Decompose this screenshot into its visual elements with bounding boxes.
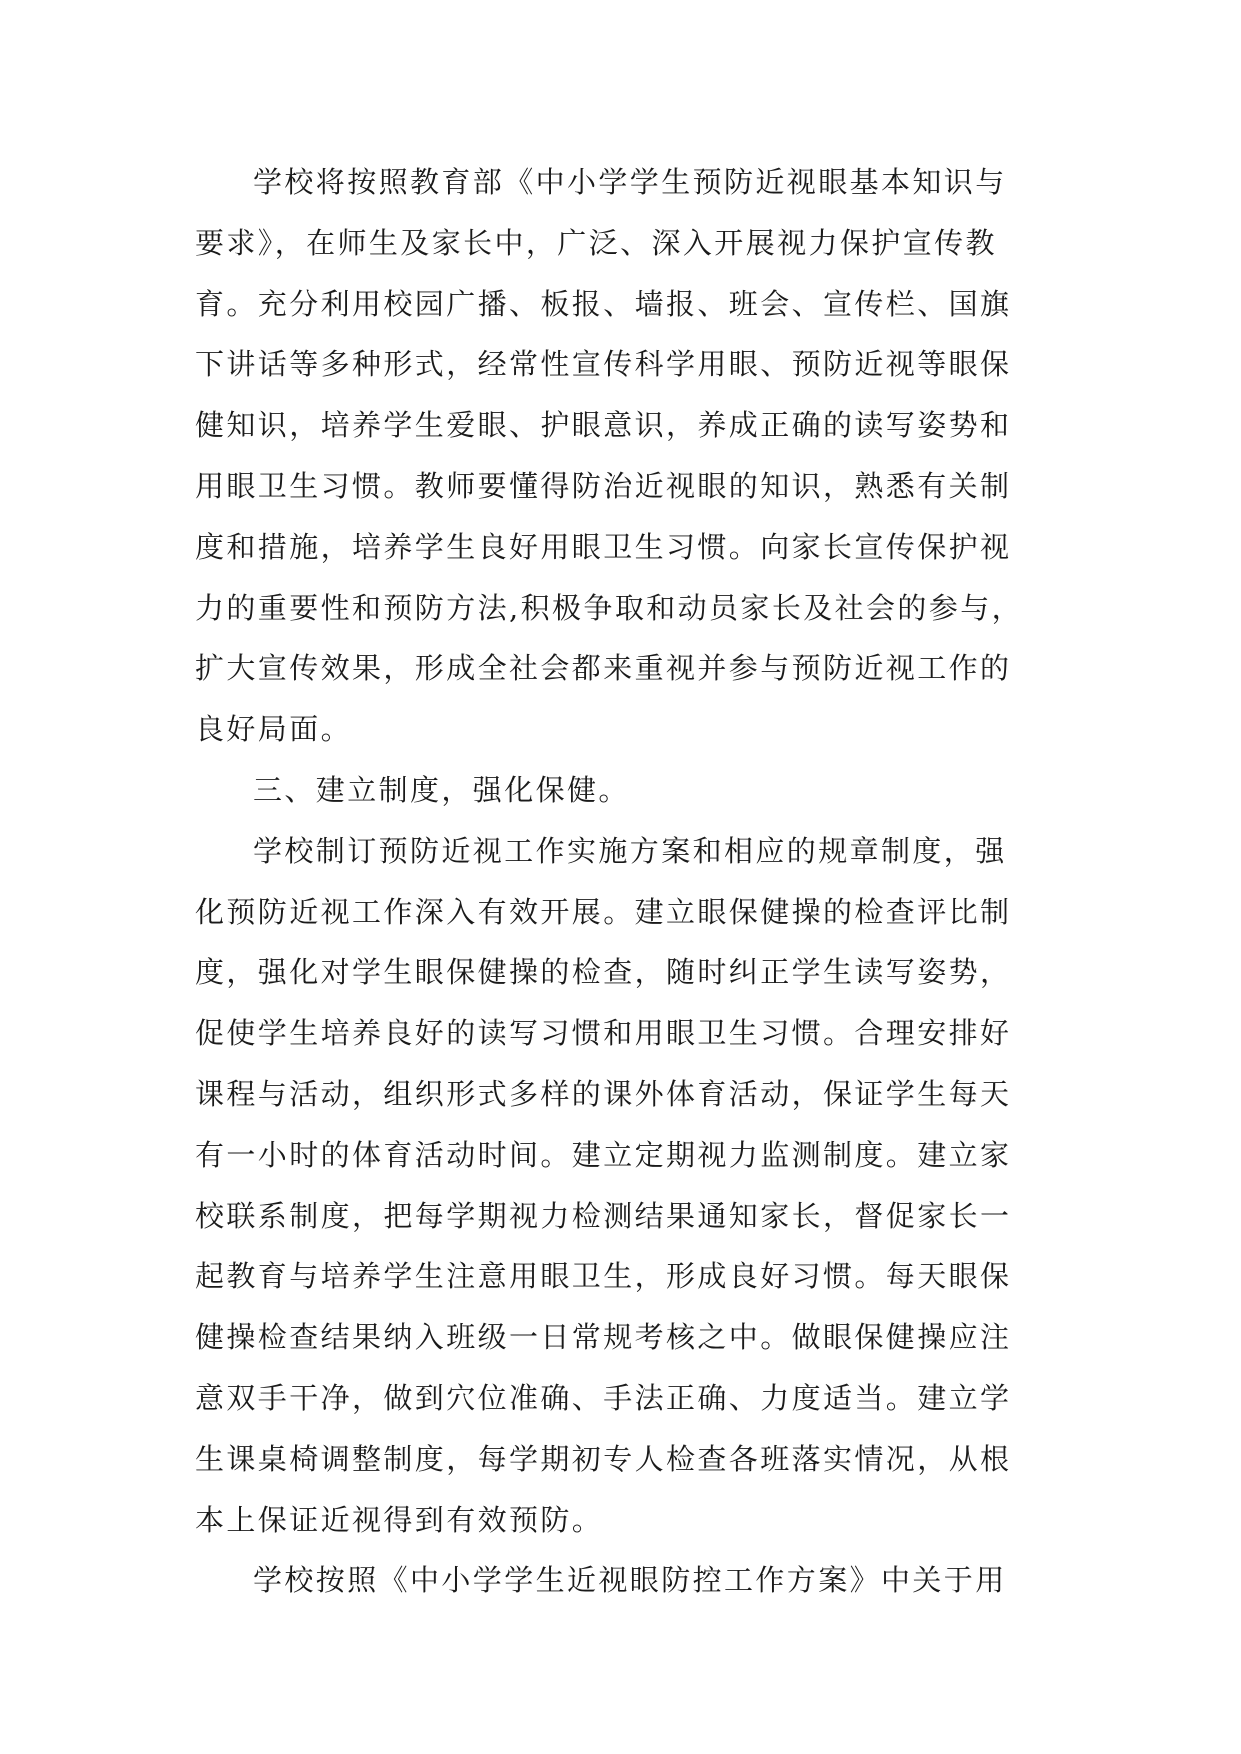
text-line: 起教育与培养学生注意用眼卫生，形成良好习惯。每天眼保 [195, 1259, 1012, 1294]
paragraph-control-plan [195, 1550, 1045, 1611]
text-line: 力的重要性和预防方法,积极争取和动员家长及社会的参与， [195, 590, 1024, 625]
text-line: 促使学生培养良好的读写习惯和用眼卫生习惯。合理安排好 [195, 1016, 1012, 1051]
text-line: 扩大宣传效果，形成全社会都来重视并参与预防近视工作的 [195, 651, 1012, 686]
text-line: 校联系制度，把每学期视力检测结果通知家长，督促家长一 [195, 1198, 1012, 1233]
text-line: 育。充分利用校园广播、板报、墙报、班会、宣传栏、国旗 [195, 286, 1012, 321]
text-line: 化预防近视工作深入有效开展。建立眼保健操的检查评比制 [195, 894, 1012, 929]
paragraph-system-health [195, 821, 1045, 1551]
heading-line: 三、建立制度，强化保健。 [253, 772, 630, 807]
text-line: 健操检查结果纳入班级一日常规考核之中。做眼保健操应注 [195, 1320, 1012, 1355]
text-line: 本上保证近视得到有效预防。 [195, 1502, 604, 1537]
text-line: 要求》，在师生及家长中，广泛、深入开展视力保护宣传教 [195, 225, 997, 260]
text-line: 学校制订预防近视工作实施方案和相应的规章制度，强 [253, 833, 1007, 868]
text-line: 度，强化对学生眼保健操的检查，随时纠正学生读写姿势， [195, 955, 1012, 990]
text-line: 下讲话等多种形式，经常性宣传科学用眼、预防近视等眼保 [195, 347, 1012, 382]
text-line: 学校将按照教育部《中小学学生预防近视眼基本知识与 [253, 165, 1007, 199]
section-heading [195, 760, 1045, 821]
text-line: 良好局面。 [195, 712, 353, 747]
text-line: 生课桌椅调整制度，每学期初专人检查各班落实情况，从根 [195, 1441, 1012, 1476]
text-line: 健知识，培养学生爱眼、护眼意识，养成正确的读写姿势和 [195, 408, 1012, 443]
text-line: 意双手干净，做到穴位准确、手法正确、力度适当。建立学 [195, 1380, 1012, 1415]
text-line: 用眼卫生习惯。教师要懂得防治近视眼的知识，熟悉有关制 [195, 468, 1012, 503]
text-line: 课程与活动，组织形式多样的课外体育活动，保证学生每天 [195, 1076, 1012, 1111]
document-body [195, 152, 1045, 1611]
text-line: 学校按照《中小学学生近视眼防控工作方案》中关于用 [253, 1563, 1007, 1598]
text-line: 度和措施，培养学生良好用眼卫生习惯。向家长宣传保护视 [195, 529, 1012, 564]
text-line: 有一小时的体育活动时间。建立定期视力监测制度。建立家 [195, 1137, 1012, 1172]
paragraph-vision-education [195, 152, 1045, 760]
